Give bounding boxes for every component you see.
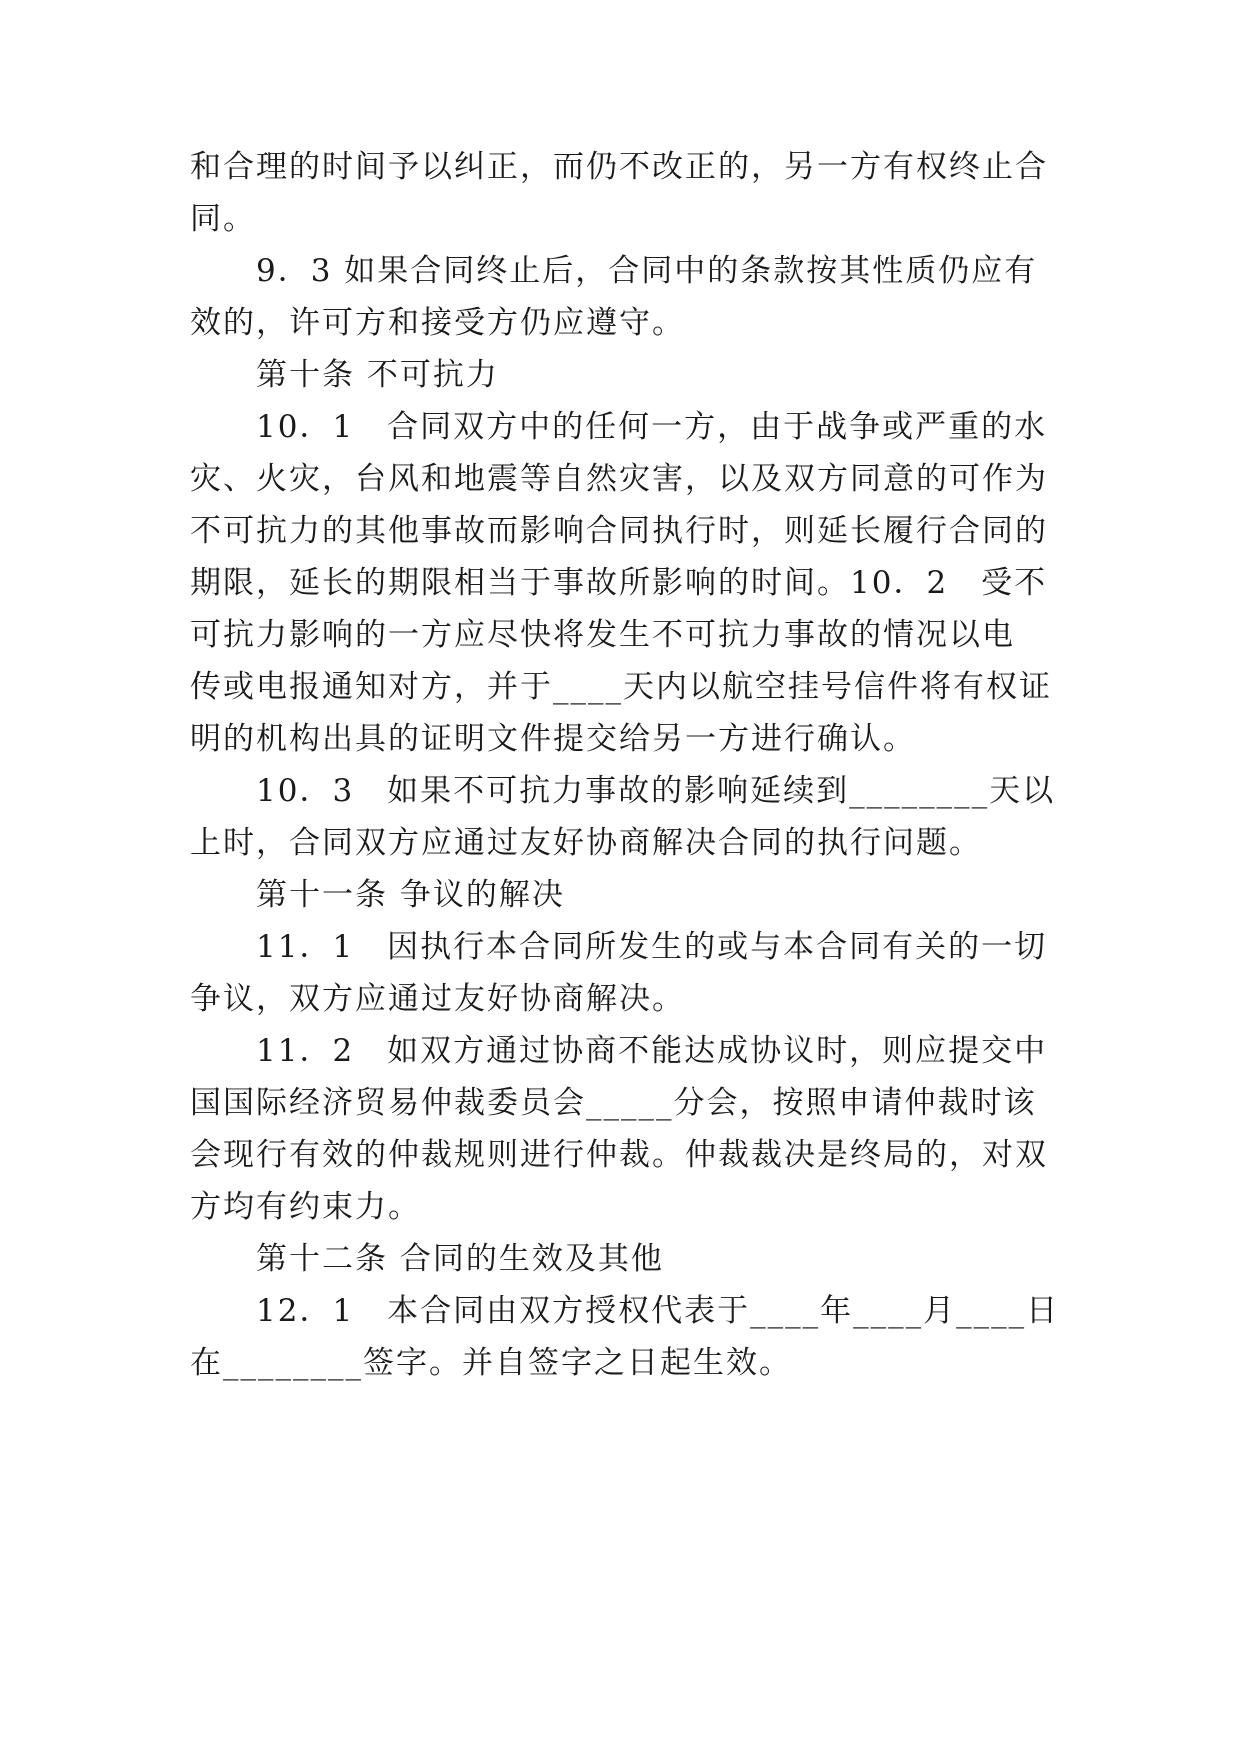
text-line: 在________签字。并自签字之日起生效。 (190, 1345, 792, 1381)
text-line: 会现行有效的仲裁规则进行仲裁。仲裁裁决是终局的，对双 (190, 1137, 1048, 1173)
clause-10-3: 10．3 如果不可抗力事故的影响延续到________天以 (256, 773, 1056, 809)
clause-11-1: 11．1 因执行本合同所发生的或与本合同有关的一切 (256, 929, 1048, 965)
article-11-heading: 第十一条 争议的解决 (256, 877, 565, 913)
text-line: 期限，延长的期限相当于事故所影响的时间。10．2 受不 (190, 565, 1048, 601)
text-line: 不可抗力的其他事故而影响合同执行时，则延长履行合同的 (190, 513, 1048, 549)
text-line: 上时，合同双方应通过友好协商解决合同的执行问题。 (190, 825, 982, 861)
text-line: 传或电报通知对方，并于____天内以航空挂号信件将有权证 (190, 669, 1052, 705)
text-line: 同。 (190, 201, 256, 237)
text-line: 可抗力影响的一方应尽快将发生不可抗力事故的情况以电 (190, 617, 1015, 653)
text-line: 方均有约束力。 (190, 1189, 421, 1225)
article-10-heading: 第十条 不可抗力 (256, 357, 499, 393)
text-line: 和合理的时间予以纠正，而仍不改正的，另一方有权终止合 (190, 149, 1048, 185)
text-line: 明的机构出具的证明文件提交给另一方进行确认。 (190, 721, 916, 757)
clause-9-3: 9．3 如果合同终止后，合同中的条款按其性质仍应有 (256, 253, 1038, 289)
text-line: 灾、火灾，台风和地震等自然灾害，以及双方同意的可作为 (190, 461, 1048, 497)
clause-12-1: 12．1 本合同由双方授权代表于____年____月____日 (256, 1293, 1060, 1329)
clause-10-1: 10．1 合同双方中的任何一方，由于战争或严重的水 (256, 409, 1048, 445)
article-12-heading: 第十二条 合同的生效及其他 (256, 1241, 664, 1277)
text-line: 效的，许可方和接受方仍应遵守。 (190, 305, 685, 341)
clause-11-2: 11．2 如双方通过协商不能达成协议时，则应提交中 (256, 1033, 1048, 1069)
text-line: 争议，双方应通过友好协商解决。 (190, 981, 685, 1017)
text-line: 国国际经济贸易仲裁委员会_____分会，按照申请仲裁时该 (190, 1085, 1037, 1121)
